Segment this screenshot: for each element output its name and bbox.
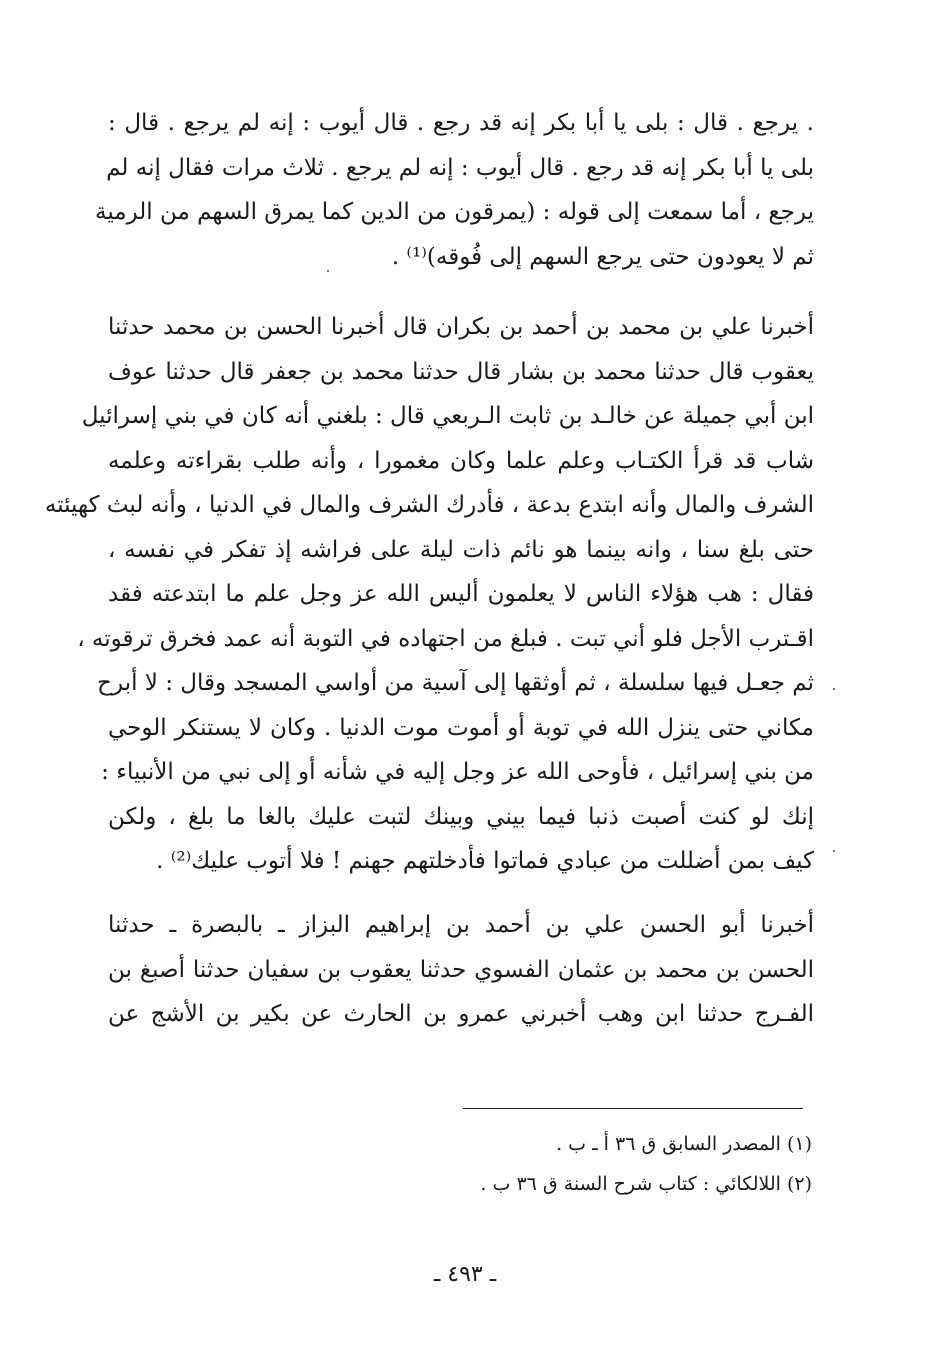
paragraph-1: [95, 101, 814, 279]
paragraph-2: [44, 305, 814, 884]
footnote-divider: [463, 1108, 803, 1109]
text-line: اقـترب الأجل فلو أني تبت . فبلغ من اجتهاده في التوبة أنه عمد فخرق ترقوته ،: [77, 625, 814, 652]
text-line: . يرجع . قال : بلى يا أبا بكر إنه قد رجع . قال أيوب : إنه لم يرجع . قال :: [108, 110, 814, 136]
text-line: يعقوب قال حدثنا محمد بن بشار قال حدثنا محمد بن جعفر قال حدثنا عوف: [108, 358, 814, 385]
scan-speck: [833, 850, 835, 852]
text-line: مكاني حتى ينزل الله في توبة أو أموت موت الدنيا . وكان لا يستنكر الوحي: [108, 714, 814, 741]
text-line: الحسن بن محمد بن عثمان الفسوي حدثنا يعقوب بن سفيان حدثنا أصبغ بن: [108, 956, 814, 983]
scan-speck: [327, 270, 329, 272]
footnote-1: (١) المصدر السابق ق ٣٦ أ ـ ب .: [556, 1133, 812, 1155]
scan-speck: [833, 688, 835, 690]
text-line: بلى يا أبا بكر إنه قد رجع . قال أيوب : إنه لم يرجع . ثلاث مرات فقال إنه لم: [106, 154, 814, 181]
page-number: ـ ٤٩٣ ـ: [433, 1262, 497, 1287]
text-line: يرجع ، أما سمعت إلى قوله : (يمرقون من الدين كما يمرق السهم من الرمية: [95, 199, 814, 225]
text-line: ثم لا يعودون حتى يرجع السهم إلى فُوقه)⁽¹⁾ .: [391, 243, 814, 270]
text-line: أخبرنا أبو الحسن علي بن أحمد بن إبراهيم البزاز ـ بالبصرة ـ حدثنا: [108, 912, 814, 938]
text-line: ابن أبي جميلة عن خالـد بن ثابت الـربعي قال : بلغني أنه كان في بني إسرائيل: [81, 403, 814, 429]
text-line: فقال : هب هؤلاء الناس لا يعلمون أليس الله عز وجل علم ما ابتدعته فقد: [108, 581, 814, 607]
paragraph-3: [108, 903, 814, 1037]
text-line: أخبرنا علي بن محمد بن أحمد بن بكران قال أخبرنا الحسن بن محمد حدثنا: [108, 314, 814, 340]
text-line: شاب قد قرأ الكتـاب وعلم علما وكان مغمورا ، وأنه طلب بقراءته وعلمه: [108, 447, 814, 474]
footnote-2: (٢) اللالكائي : كتاب شرح السنة ق ٣٦ ب .: [480, 1173, 812, 1195]
text-line: من بني إسرائيل ، فأوحى الله عز وجل إليه في شأنه أو إلى نبي من الأنبياء :: [101, 759, 814, 785]
footnotes: [300, 1124, 812, 1204]
text-line: الفـرج حدثنا ابن وهب أخبرني عمرو بن الحارث عن بكير بن الأشج عن: [108, 1001, 814, 1027]
text-line: إنك لو كنت أصبت ذنبا فيما بيني وبينك لتبت عليك بالغا ما بلغ ، ولكن: [108, 803, 814, 830]
text-line: الشرف والمال وأنه ابتدع بدعة ، فأدرك الشرف والمال في الدنيا ، وأنه لبث كهيئته: [44, 492, 814, 518]
text-line: كيف بمن أضللت من عبادي فماتوا فأدخلتهم جهنم ! فلا أتوب عليك⁽²⁾ .: [156, 848, 814, 874]
text-line: حتى بلغ سنا ، وانه بينما هو نائم ذات ليلة على فراشه إذ تفكر في نفسه ،: [108, 536, 814, 563]
text-line: ثم جعـل فيها سلسلة ، ثم أوثقها إلى آسية من أواسي المسجد وقال : لا أبرح: [97, 670, 814, 696]
